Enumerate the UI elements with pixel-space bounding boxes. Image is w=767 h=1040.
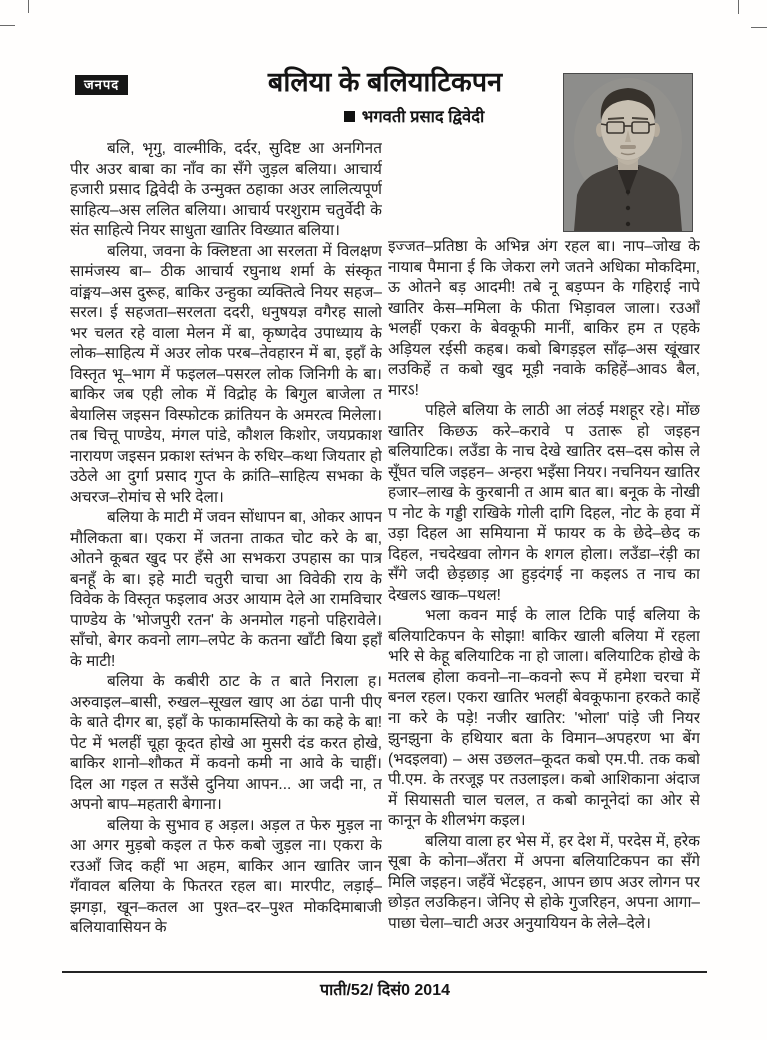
author-bullet-icon xyxy=(344,111,355,122)
paragraph: बलिया के माटी में जवन सोंधापन बा, ओकर आपन मौलिकता बा। एकरा में जतना ताकत चोट करे के बा, ओतने कूबत खुद पर हँसे आ सभकरा उपहास का पात्र बनहूँ के बा। इहे माटी चतुरी चाचा आ विवेकी राय के विवेक के विस्तृत फइलाव अउर आयाम देले आ रामविचार पाण्डेय के 'भोजपुरी रतन' के अनमोल गहनो पहिरावेले। साँचो, बेगर कवनो लाग–लपेट के कतना खाँटी बिया इहाँ के माटी! xyxy=(70,509,382,670)
footer-rule xyxy=(62,971,707,973)
page-footer: पाती/52/ दिसं0 2014 xyxy=(319,982,451,999)
paragraph: बलिया वाला हर भेस में, हर देश में, परदेस में, हरेक सूबा के कोना–अँतरा में अपना बलियाटिकपन का सँगे मिलि जइहन। जहँवें भेंटइहन, आपन छाप अउर लोगन पर छोड़त लउकिहन। जेनिए से होके गुजरिहन, अपना आगा–पाछा चेला–चाटी अउर अनुयायियन के लेले–देले। xyxy=(388,832,700,932)
paragraph: बलिया के कबीरी ठाट के त बाते निराला ह। अरुवाइल–बासी, रुखल–सूखल खाए आ ठंढा पानी पीए के बाते दीगर बा, इहाँ के फाकामस्तियो के का कहे के बा! पेट में भलहीं चूहा कूदत होखे आ मुसरी दंड करत होखे, बाकिर शानो–शौकत में कवनो कमी ना आवे के चाहीं। दिल आ गइल त सउँसे दुनिया आपन... आ जदी ना, त अपनो बाप–महतारी बेगाना। xyxy=(70,673,382,813)
section-label: जनपद xyxy=(75,75,128,95)
paragraph: पहिले बलिया के लाठी आ लंठई मशहूर रहे। मोंछ खातिर किछऊ करे–करावे प उतारू हो जइहन बलियाटिक। लउँडा के नाच देखे खातिर दस–दस कोस ले सूँघत चलि जइहन– अन्हरा भइँसा नियर। नचनियन खातिर हजार–लाख के कुरबानी त आम बात बा। बनूक के नोखी प नोट के गड्डी राखिके गोली दागि दिहल, नोट के हवा में उड़ा दिहल आ समियाना में फायर क के छेदे–छेद क दिहल, नचदेखवा लोगन के शगल होला। लउँडा–रंड़ी का सँगे जदी छेड़छाड़ आ हुड़दंगई ना कइलऽ त नाच का देखलऽ खाक–पथल! xyxy=(388,402,700,604)
paragraph: इज्जत–प्रतिष्ठा के अभिन्न अंग रहल बा। नाप–जोख के नायाब पैमाना ई कि जेकरा लगे जतने अधिका मोकदिमा, ऊ ओतने बड़ आदमी! तबे नू बड़प्पन के गहिराई नापे खातिर केस–ममिला के फीता भिड़ावल जाला। रउआँ भलहीं एकरा के बेवकूफी मानीं, बाकिर हम त एहके अड़ियल रईसी कहब। कबो बिगड़इल साँढ़–अस खूंखार लउकिहें त कबो खुद मूड़ी नवाके कहिहें–आवऽ बैल, मारऽ! xyxy=(388,238,700,399)
paragraph: भला कवन माई के लाल टिकि पाई बलिया के बलियाटिकपन के सोझा! बाकिर खाली बलिया में रहला भरि से केहू बलियाटिक ना हो जाला। बलियाटिक होखे के मतलब होला कवनो–ना–कवनो रूप में हमेशा चरचा में बनल रहल। एकरा खातिर भलहीं बेवकूफाना हरकते काहें ना करे के पड़े! नजीर खातिर: 'भोला' पांड़े जी नियर झुनझुना के हथियार बता के विमान–अपहरण भा बेंग (भदइलवा) – अस उछलत–कूदत कबो एम.पी. तक कबो पी.एम. के तरजूइ पर तउलाइल। कबो आशिकाना अंदाज में सियासती चाल चलल, त कबो कानूनेदां का ओर से कानून के शीलभंग कइल। xyxy=(388,607,700,829)
portrait-illustration xyxy=(564,74,692,231)
crop-mark xyxy=(751,27,767,28)
crop-mark xyxy=(0,25,15,26)
paragraph: बलिया, जवना के क्लिष्टता आ सरलता में विलक्षण सामंजस्य बा– ठीक आचार्य रघुनाथ शर्मा के संस्कृत वांङ्मय–अस दुरूह, बाकिर उन्हुका व्यक्तित्वे नियर सहज–सरल। ई सहजता–सरलता ददरी, धनुषयज्ञ वगैरह सालो भर चलत रहे वाला मेलन में बा, कृष्णदेव उपाध्याय के लोक–साहित्य में अउर लोक परब–तेवहारन में बा, इहाँ के विस्तृत भू–भाग में फइलल–पसरल लोक जिनिगी के बा। बाकिर जब एही लोक में विद्रोह के बिगुल बाजेला त बेयालिस जइसन विस्फोटक क्रांतियन के अमरत्व मिलेला। तब चित्तू पाण्डेय, मंगल पांडे, कौशल किशोर, जयप्रकाश नारायण जइसन प्रकाश स्तंभन के रुधिर–कथा जियतार हो उठेले आ दुर्गा प्रसाद गुप्त के क्रांति–साहित्य सभका के अचरज–रोमांच से भरि देला। xyxy=(70,242,382,506)
author-name: भगवती प्रसाद द्विवेदी xyxy=(361,108,485,126)
right-column xyxy=(388,237,700,965)
paragraph: बलि, भृगु, वाल्मीकि, दर्दर, सुदिष्ट आ अनगिनत पीर अउर बाबा का नाँव का सँगे जुड़ल बलिया। आचार्य हजारी प्रसाद द्विवेदी के उन्मुक्त ठहाका अउर लालित्यपूर्ण साहित्य–अस ललित बलिया। आचार्य परशुराम चतुर्वेदी के संत साहित्ये नियर साधुता खातिर विख्यात बलिया। xyxy=(70,140,382,239)
crop-mark xyxy=(28,0,29,13)
paragraph: बलिया के सुभाव ह अड़ल। अड़ल त फेरु मुड़ल ना आ अगर मुड़बो कइल त फेरु कबो जुड़ल ना। एकरा के रउआँ जिद कहीं भा अहम, बाकिर आन खातिर जान गँवावल बलिया के फितरत रहल बा। मारपीट, लड़ाई–झगड़ा, खून–कतल आ पुश्त–दर–पुश्त मोकदिमाबाजी बलियावासियन के xyxy=(70,816,382,936)
left-column xyxy=(70,139,382,965)
author-portrait-photo xyxy=(563,73,693,232)
crop-mark xyxy=(738,0,739,14)
article-title: बलिया के बलियाटिकपन xyxy=(267,67,503,97)
